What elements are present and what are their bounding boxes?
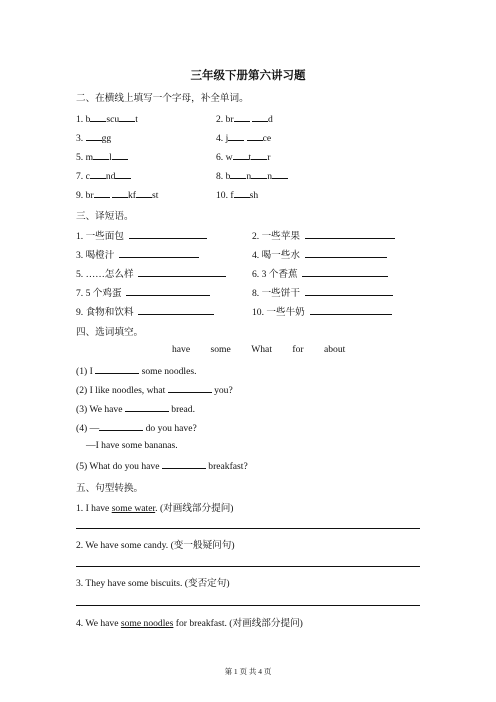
s2-item-1: 1. b scu t: [76, 114, 138, 125]
answer-line-3[interactable]: [76, 605, 420, 606]
word-what: What: [251, 344, 272, 355]
word-bank: [172, 344, 363, 355]
s3-item-7: 7. 5 个鸡蛋: [76, 285, 210, 299]
s5-q1: 1. I have some water. (对画线部分提问): [76, 503, 234, 514]
s3-item-2: 2. 一些苹果: [252, 228, 395, 242]
s4-q5: (5) What do you have breakfast?: [76, 461, 248, 472]
word-for: for: [292, 344, 304, 355]
s2-item-10: 10. f sh: [216, 190, 259, 201]
page-footer: 第 1 页 共 4 页: [224, 667, 272, 676]
page-title: 三年级下册第六讲习题: [190, 70, 306, 82]
s2-item-5: 5. m l: [76, 150, 128, 163]
word-have: have: [172, 344, 191, 355]
s4-q1: (1) I some noodles.: [76, 366, 197, 377]
s2-item-7: 7. c nd: [76, 169, 131, 182]
word-some: some: [210, 344, 231, 355]
s3-item-6: 6. 3 个香蕉: [252, 266, 388, 280]
s3-item-8: 8. 一些饼干: [252, 285, 393, 299]
s2-item-4: 4. j ce: [216, 133, 272, 144]
s5-q4: 4. We have some noodles for breakfast. (对画线部分提问): [76, 618, 303, 629]
answer-line-1[interactable]: [76, 528, 420, 529]
s2-item-3: 3. gg: [76, 133, 112, 144]
s2-item-8: 8. b n n: [216, 169, 288, 182]
section4-heading: 四、选词填空。: [76, 327, 144, 338]
s3-item-10: 10. 一些牛奶: [252, 304, 392, 318]
s2-item-2: 2. br d: [216, 114, 273, 125]
section5-heading: 五、句型转换。: [76, 483, 144, 494]
s4-q2: (2) I like noodles, what you?: [76, 385, 233, 396]
s4-q4: (4) — do you have?: [76, 423, 197, 434]
word-about: about: [323, 344, 346, 355]
s5-q2: 2. We have some candy. (变一般疑问句): [76, 540, 235, 551]
s3-item-1: 1. 一些面包: [76, 228, 207, 242]
section2-heading: 二、在横线上填写一个字母，补全单词。: [76, 93, 249, 104]
s3-item-3: 3. 喝橙汁: [76, 247, 199, 261]
s2-item-9: 9. br kf st: [76, 190, 159, 201]
section3-heading: 三、译短语。: [76, 211, 134, 222]
s2-item-6: 6. w t r: [216, 152, 271, 163]
s4-q4-answer: —I have some bananas.: [86, 440, 178, 451]
s3-item-4: 4. 喝一些水: [252, 247, 387, 261]
s3-item-9: 9. 食物和饮料: [76, 304, 214, 318]
answer-line-2[interactable]: [76, 566, 420, 567]
s5-q3: 3. They have some biscuits. (变否定句): [76, 578, 230, 589]
s3-item-5: 5. ……怎么样: [76, 266, 226, 280]
s4-q3: (3) We have bread.: [76, 404, 195, 415]
